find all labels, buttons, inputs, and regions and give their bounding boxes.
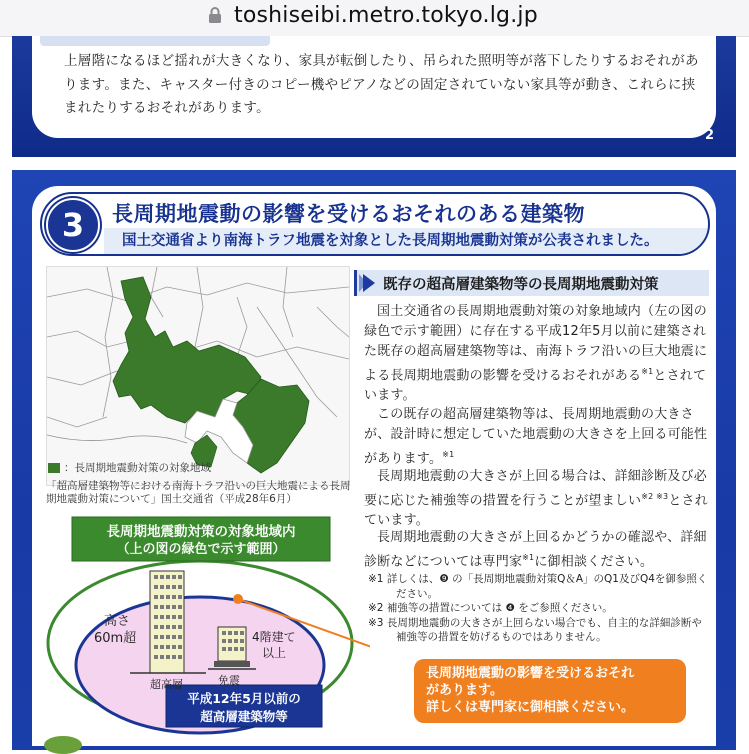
legend-swatch <box>48 463 60 473</box>
right-section-heading-text: 既存の超高層建築物等の長周期地震動対策 <box>383 277 659 293</box>
p2-text: この既存の超高層建築物等は、長周期地震動の大きさが、設計時に想定していた地震動の大きさを上回る可能性があります。 <box>364 407 708 467</box>
furniture-warning-text: 上層階になるほど揺れが大きくなり、家具が転倒したり、吊られた照明等が落下したりするおそれがあります。また、キャスター付きのコピー機やピアノなどの固定されていない家具等が動き、これらに挟まれたりするおそれがあります。 <box>64 53 699 116</box>
target-region-map <box>46 266 350 486</box>
green-box-line1: 長周期地震動対策の対象地域内 <box>106 524 296 540</box>
paragraph-target-buildings <box>364 302 710 406</box>
footnote-3: ※3 長周期地震動の大きさが上回らない場合でも、自主的な詳細診断や補強等の措置を妨げるものではありません。 <box>368 616 702 643</box>
p1-footnote-ref: ※1 <box>641 367 654 376</box>
lock-icon <box>208 6 222 24</box>
footnote-1: ※1 詳しくは、❾ の「長周期地震動対策Q＆A」のQ1及びQ4を御参照ください。 <box>368 573 708 600</box>
map-legend <box>48 460 211 475</box>
kanto-map-image <box>47 267 349 485</box>
footnotes <box>368 572 710 645</box>
blue-box-line2: 超高層建築物等 <box>200 709 288 724</box>
section-number-badge: 3 <box>46 198 100 252</box>
risk-callout-box <box>414 659 686 723</box>
height-label-2: 60m超 <box>94 631 137 646</box>
callout-line2: があります。 <box>426 683 503 698</box>
p1-end: とされています。 <box>364 368 707 404</box>
next-section-marker <box>44 736 82 754</box>
callout-line3: 詳しくは専門家に御相談ください。 <box>426 700 635 715</box>
section-title: 長周期地震動の影響を受けるおそれのある建築物 <box>112 202 585 226</box>
paragraph-exceed-design <box>364 405 710 469</box>
p3-text: 長周期地震動の大きさが上回る場合は、詳細診断及び必要に応じた補強等の措置を行うことが望ましい <box>364 469 708 509</box>
callout-line1: 長周期地震動の影響を受けるおそれ <box>426 666 635 681</box>
p4-text: 長周期地震動の大きさが上回るかどうかの確認や、詳細診断などについては専門家 <box>364 530 707 570</box>
height-label-1: 高さ <box>104 614 131 629</box>
four-story-label-2: 以上 <box>262 646 287 660</box>
footnote-2: ※2 補強等の措置については ❹ をご参照ください。 <box>368 602 613 614</box>
map-legend-text: ：長周期地震動対策の対象地域 <box>64 462 211 474</box>
p3-footnote-ref: ※2 ※3 <box>641 492 669 501</box>
address-bar[interactable] <box>0 0 749 37</box>
url-text[interactable]: toshiseibi.metro.tokyo.lg.jp <box>234 3 538 28</box>
page-number: 2 <box>704 128 714 143</box>
section-title-bar <box>40 192 710 256</box>
previous-section-header <box>40 36 270 46</box>
right-section-heading <box>354 270 709 296</box>
section-subtitle: 国土交通省より南海トラフ地震を対象とした長周期地震動対策が公表されました。 <box>104 228 708 254</box>
p2-footnote-ref: ※1 <box>442 450 455 459</box>
map-source-caption: 「超高層建築物等における南海トラフ沿いの巨大地震による長周期地震動対策について」国土交通省（平成28年6月） <box>46 480 351 505</box>
previous-page <box>12 36 736 157</box>
p1-text: 国土交通省の長周期地震動対策の対象地域内（左の図の緑色で示す範囲）に存在する平成12年5月以前に建築された既存の超高層建築物等は、南海トラフ沿いの巨大地震による長周期地震動の影響を受けるおそれがある <box>364 304 708 384</box>
paragraph-detailed-diagnosis <box>364 467 710 531</box>
arrow-icon <box>363 274 375 292</box>
green-box-line2: （上の図の緑色で示す範囲） <box>116 542 286 557</box>
seismic-label: 免震 <box>218 674 240 687</box>
p4-end: に御相談ください。 <box>534 554 654 570</box>
isolation-base <box>214 661 250 667</box>
blue-box-line1: 平成12年5月以前の <box>187 691 301 706</box>
four-story-label-1: 4階建て <box>252 630 296 644</box>
paragraph-consult-expert <box>364 528 710 572</box>
p4-footnote-ref: ※1 <box>522 553 535 562</box>
high-rise-label: 超高層 <box>150 678 183 691</box>
p3-end: とされています。 <box>364 493 708 529</box>
